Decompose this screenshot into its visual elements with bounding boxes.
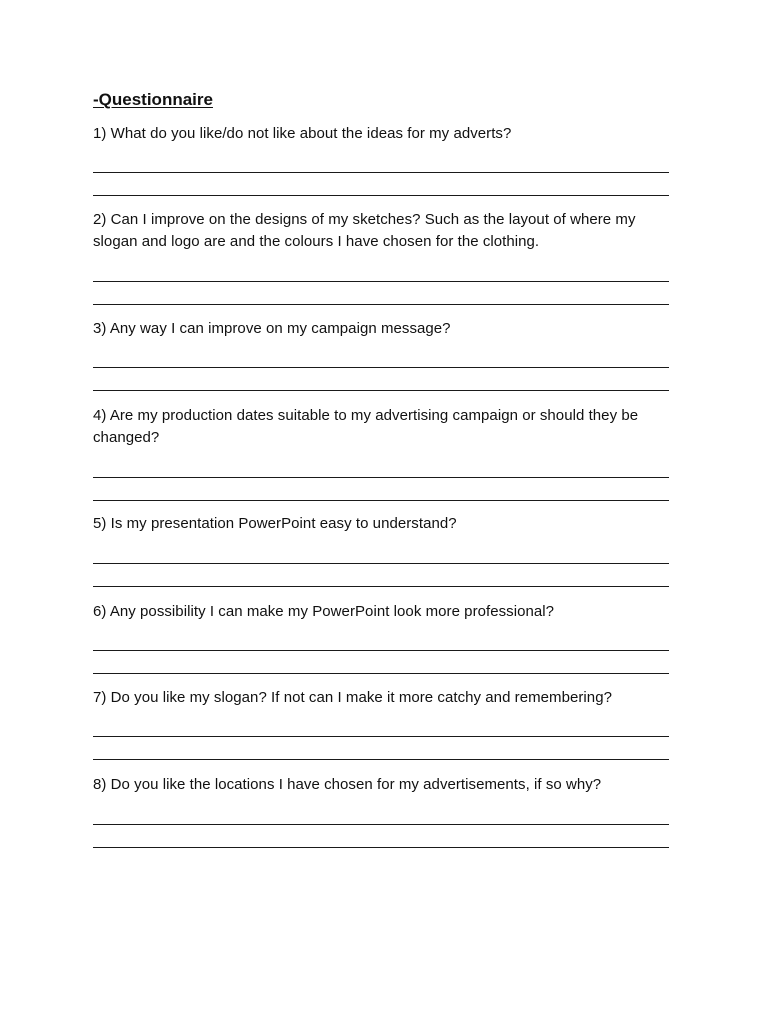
answer-line-8a (93, 824, 669, 825)
question-4: 4) Are my production dates suitable to my advertising campaign or should they be changed? (93, 407, 639, 446)
answer-line-1a (93, 172, 669, 173)
question-5: 5) Is my presentation PowerPoint easy to understand? (93, 515, 457, 532)
question-8: 8) Do you like the locations I have chosen for my advertisements, if so why? (93, 776, 602, 793)
answer-line-1b (93, 195, 669, 196)
answer-line-6a (93, 650, 669, 651)
answer-line-7b (93, 759, 669, 760)
question-2: 2) Can I improve on the designs of my sketches? Such as the layout of where my slogan and logo are and the colours I have chosen for the clothing. (93, 211, 636, 250)
answer-line-2b (93, 304, 669, 305)
answer-line-3a (93, 367, 669, 368)
question-6: 6) Any possibility I can make my PowerPoint look more professional? (93, 603, 555, 620)
answer-line-5a (93, 563, 669, 564)
answer-line-5b (93, 586, 669, 587)
answer-line-7a (93, 736, 669, 737)
question-7: 7) Do you like my slogan? If not can I make it more catchy and remembering? (93, 689, 612, 706)
page-title: -Questionnaire (93, 90, 213, 109)
answer-line-6b (93, 673, 669, 674)
answer-line-4a (93, 477, 669, 478)
answer-line-4b (93, 500, 669, 501)
question-3: 3) Any way I can improve on my campaign message? (93, 320, 451, 337)
question-1: 1) What do you like/do not like about the ideas for my adverts? (93, 125, 512, 142)
answer-line-2a (93, 281, 669, 282)
answer-line-8b (93, 847, 669, 848)
answer-line-3b (93, 390, 669, 391)
